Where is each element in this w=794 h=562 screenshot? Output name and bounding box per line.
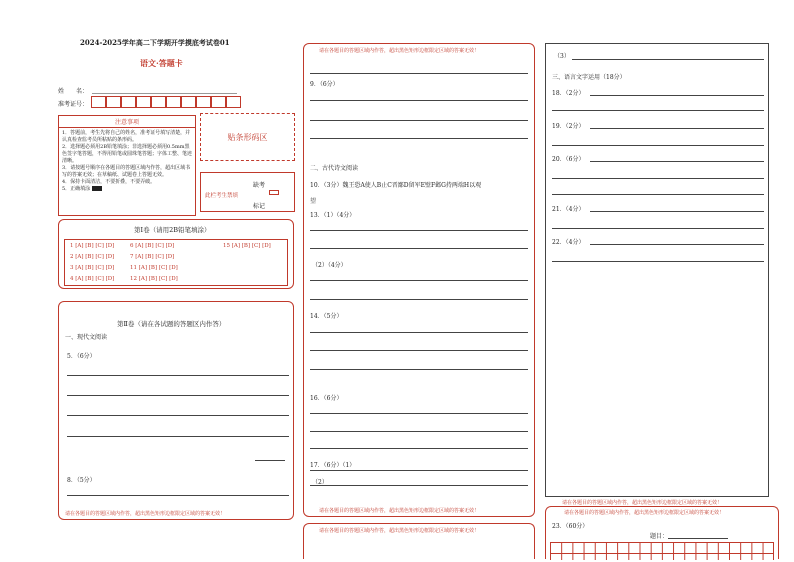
answer-line[interactable] xyxy=(67,375,289,376)
q10-label-cont: 望 xyxy=(310,198,317,205)
q20-label: 20．（6分） xyxy=(552,156,585,163)
answer-line[interactable] xyxy=(310,431,528,432)
q17b-label: （2） xyxy=(312,479,328,486)
answer-line[interactable] xyxy=(552,145,764,146)
col3-box xyxy=(545,43,769,497)
absent-mark-1: 缺考 xyxy=(253,182,266,189)
note-item: 5．正确填涂 xyxy=(62,186,192,193)
answer-line[interactable] xyxy=(310,470,528,471)
choice-row[interactable]: 2 [A] [B] [C] [D] xyxy=(70,254,115,260)
essay-title-line[interactable] xyxy=(668,538,728,539)
answer-line[interactable] xyxy=(67,395,289,396)
answer-line[interactable] xyxy=(552,178,764,179)
answer-line[interactable] xyxy=(590,244,764,245)
choice-row[interactable]: 1 [A] [B] [C] [D] xyxy=(70,243,115,249)
answer-line[interactable] xyxy=(67,495,289,496)
q3-label: （3） xyxy=(554,53,570,60)
answer-line[interactable] xyxy=(590,161,764,162)
answer-line[interactable] xyxy=(552,110,764,111)
answer-line[interactable] xyxy=(310,448,528,449)
note-item: 2．选择题必须用2B铅笔填涂；非选择题必须用0.5mm黑色签字笔答题，不得用铅笔或圆珠笔答题；字体工整、笔迹清晰。 xyxy=(62,144,193,164)
note-item: 3．请按题号顺序在各题目的答题区域内作答，超出区域书写的答案无效；在草稿纸、试题卷上答题无效。 xyxy=(62,165,191,178)
bottom-note: 请在各题目的答题区域内作答，超出黑色矩形边框限定区域的答案无效！ xyxy=(319,508,480,514)
note-item: 1．答题前，考生先将自己的姓名，准考证号填写清楚，并认真检查监考员所粘贴的条形码。 xyxy=(62,130,191,143)
choice-row[interactable]: 6 [A] [B] [C] [D] xyxy=(130,243,175,249)
answer-line[interactable] xyxy=(310,248,528,249)
answer-line[interactable] xyxy=(255,460,285,461)
answer-line[interactable] xyxy=(310,100,528,101)
bottom-note: 请在各题目的答题区域内作答，超出黑色矩形边框限定区域的答案无效！ xyxy=(562,500,723,506)
part2-title: 第Ⅱ卷（请在各试题的答题区内作答） xyxy=(117,320,226,328)
q23-label: 23．（60分） xyxy=(552,523,589,530)
q14-label: 14．（5分） xyxy=(310,313,343,320)
part1-title: 第Ⅰ卷（请用2B铅笔填涂） xyxy=(134,226,211,234)
exam-title: 2024-2025学年高二下学期开学摸底考试卷01 xyxy=(80,38,230,47)
part1-box xyxy=(58,219,294,289)
answer-line[interactable] xyxy=(310,138,528,139)
choice-row[interactable]: 11 [A] [B] [C] [D] xyxy=(130,265,178,271)
name-line[interactable] xyxy=(92,93,237,94)
top-note: 请在各题目的答题区域内作答，超出黑色矩形边框限定区域的答案无效！ xyxy=(319,48,480,54)
essay-grid[interactable] xyxy=(550,542,774,560)
essay-title-label: 题目： xyxy=(650,533,669,540)
part2-box xyxy=(58,301,294,520)
filled-bubble-icon xyxy=(92,186,102,191)
answer-line[interactable] xyxy=(552,194,764,195)
exam-no-label: 准考证号： xyxy=(58,101,89,108)
answer-line[interactable] xyxy=(310,120,528,121)
col2-box xyxy=(303,43,535,517)
choice-row[interactable]: 12 [A] [B] [C] [D] xyxy=(130,276,178,282)
answer-line[interactable] xyxy=(572,59,764,60)
answer-line[interactable] xyxy=(552,261,764,262)
answer-line[interactable] xyxy=(310,280,528,281)
answer-line[interactable] xyxy=(67,436,289,437)
q17a-label: 17．（6分）（1） xyxy=(310,462,356,469)
barcode-area xyxy=(200,113,295,161)
absent-label: 此栏考生禁填 xyxy=(205,193,239,199)
answer-line[interactable] xyxy=(310,350,528,351)
q9-label: 9．（6分） xyxy=(310,81,339,88)
q13b-label: （2）（4分） xyxy=(312,262,347,269)
barcode-label: 贴条形码区 xyxy=(227,132,268,142)
choice-row[interactable]: 7 [A] [B] [C] [D] xyxy=(130,254,175,260)
choice-grid xyxy=(64,239,288,286)
q21-label: 21．（4分） xyxy=(552,206,585,213)
col2-next-box xyxy=(303,523,535,559)
answer-line[interactable] xyxy=(310,332,528,333)
col3-next-box xyxy=(545,506,779,559)
answer-line[interactable] xyxy=(310,485,528,486)
q5-label: 5．（6分） xyxy=(67,353,96,360)
next-note: 请在各题目的答题区域内作答，超出黑色矩形边框限定区域的答案无效！ xyxy=(319,528,480,534)
answer-line[interactable] xyxy=(310,299,528,300)
absent-mark-2: 标记 xyxy=(253,203,266,210)
answer-line[interactable] xyxy=(590,211,764,212)
absent-box xyxy=(200,172,295,212)
q10-label: 10．（3分）魏王恐A使人B止C晋鄙D留军E壁F邺G持两端H以观 xyxy=(310,182,482,189)
section2-title: 二、古代诗文阅读 xyxy=(310,165,359,172)
answer-line[interactable] xyxy=(310,73,528,74)
card-subtitle: 语文·答题卡 xyxy=(140,58,183,68)
q19-label: 19．（2分） xyxy=(552,123,585,130)
answer-line[interactable] xyxy=(590,95,764,96)
q16-label: 16．（6分） xyxy=(310,395,343,402)
exam-no-boxes[interactable] xyxy=(91,96,241,108)
notes-box xyxy=(58,115,196,216)
section1-title: 一、现代文阅读 xyxy=(65,334,108,341)
bottom-note: 请在各题目的答题区域内作答，超出黑色矩形边框限定区域的答案无效！ xyxy=(65,511,226,517)
answer-line[interactable] xyxy=(310,369,528,370)
section3-title: 三、语言文字运用（18分） xyxy=(552,74,626,81)
choice-row[interactable]: 15 [A] [B] [C] [D] xyxy=(223,243,271,249)
notes-title: 注意事项 xyxy=(59,116,195,128)
choice-row[interactable]: 4 [A] [B] [C] [D] xyxy=(70,276,115,282)
q13a-label: 13．（1）（4分） xyxy=(310,212,356,219)
answer-line[interactable] xyxy=(310,413,528,414)
q22-label: 22．（4分） xyxy=(552,239,585,246)
notes-list xyxy=(59,128,195,195)
q18-label: 18．（2分） xyxy=(552,90,585,97)
absent-checkbox[interactable] xyxy=(269,190,279,195)
choice-row[interactable]: 3 [A] [B] [C] [D] xyxy=(70,265,115,271)
next-note: 请在各题目的答题区域内作答，超出黑色矩形边框限定区域的答案无效！ xyxy=(564,510,725,516)
q8-label: 8．（5分） xyxy=(67,477,96,484)
answer-line[interactable] xyxy=(67,415,289,416)
answer-line[interactable] xyxy=(310,230,528,231)
answer-line[interactable] xyxy=(552,228,764,229)
note-item: 4．保持卡面清洁，不要折叠，不要弄破。 xyxy=(62,179,156,185)
name-label: 姓 名： xyxy=(58,88,89,95)
answer-line[interactable] xyxy=(590,128,764,129)
